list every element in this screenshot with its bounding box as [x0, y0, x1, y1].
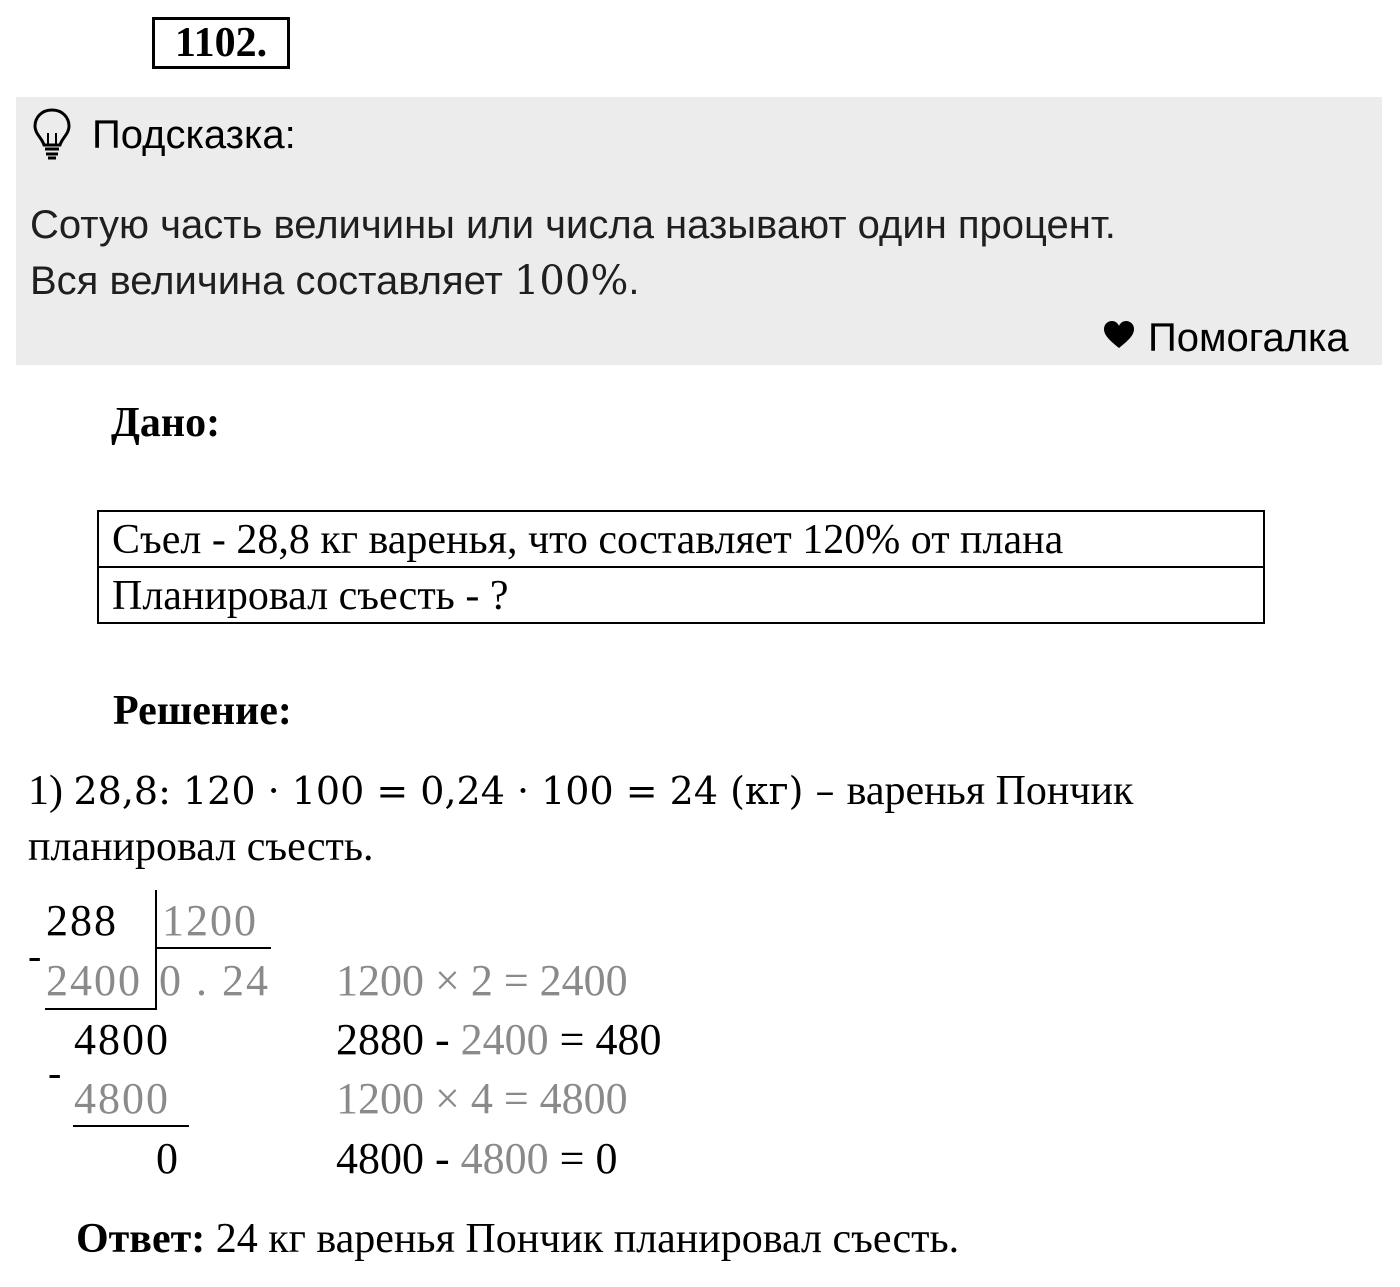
division-subtrahend-1: 2400	[46, 956, 142, 1005]
hint-text-line2-end: .	[628, 259, 640, 303]
calc-line-2	[336, 1014, 661, 1066]
answer-label: Ответ:	[76, 1216, 206, 1262]
calc-line-1	[336, 955, 628, 1007]
hint-title: Подсказка:	[92, 113, 296, 157]
division-minus-1: -	[28, 933, 44, 978]
calc-4-a: 4800 -	[336, 1134, 461, 1183]
calc-2-b: 2400	[460, 1015, 549, 1064]
calc-2-c: = 480	[548, 1015, 662, 1064]
calc-3-b: 4800	[539, 1074, 628, 1123]
calc-4-b: 4800	[460, 1134, 549, 1183]
hint-text-line1: Сотую часть величины или числа называют один процент.	[30, 203, 1116, 247]
division-subtrahend-2: 4800	[74, 1074, 170, 1123]
table-row-divider	[97, 566, 1265, 568]
hint-text-line2-start: Вся величина составляет	[30, 259, 514, 303]
solution-step-1	[28, 764, 1133, 818]
answer	[76, 1212, 959, 1266]
division-vertical-line	[155, 890, 157, 1010]
calc-1-a: 1200 × 2 =	[336, 956, 540, 1005]
step-1-math: 28,8: 120 · 100 = 0,24 · 100 = 24 (кг) –	[73, 769, 847, 813]
division-dividend: 288	[46, 896, 118, 945]
heart-icon	[1103, 320, 1135, 350]
given-row-1: Съел - 28,8 кг варенья, что составляет 120% от плана	[112, 517, 1064, 563]
step-1-prefix: 1)	[28, 768, 74, 814]
hint-text-line2	[30, 256, 639, 306]
calc-line-3	[336, 1073, 628, 1125]
solution-title: Решение:	[113, 688, 292, 734]
division-minus-2: -	[48, 1050, 64, 1095]
division-divisor-line	[155, 947, 271, 949]
brand-name: Помогалка	[1148, 316, 1349, 360]
lightbulb-icon	[32, 107, 72, 163]
calc-2-a: 2880 -	[336, 1015, 461, 1064]
division-remainder-2: 0	[156, 1134, 180, 1183]
calc-1-b: 2400	[539, 956, 628, 1005]
division-divisor: 1200	[162, 896, 258, 945]
solution-step-1-continued: планировал съесть.	[28, 824, 374, 870]
hint-percent-value: 100%	[513, 258, 629, 304]
step-1-text: варенья Пончик	[846, 768, 1134, 814]
division-quotient: 0 . 24	[159, 956, 270, 1005]
division-remainder-1: 4800	[74, 1015, 170, 1064]
calc-4-c: = 0	[548, 1134, 618, 1183]
given-row-2: Планировал съесть - ?	[112, 573, 509, 619]
calc-line-4	[336, 1133, 617, 1185]
division-line-2	[73, 1125, 189, 1127]
calc-3-a: 1200 × 4 =	[336, 1074, 540, 1123]
answer-text: 24 кг варенья Пончик планировал съесть.	[205, 1216, 960, 1262]
task-number: 1102.	[152, 17, 290, 69]
division-line-1	[45, 1008, 157, 1010]
given-title: Дано:	[111, 400, 221, 446]
